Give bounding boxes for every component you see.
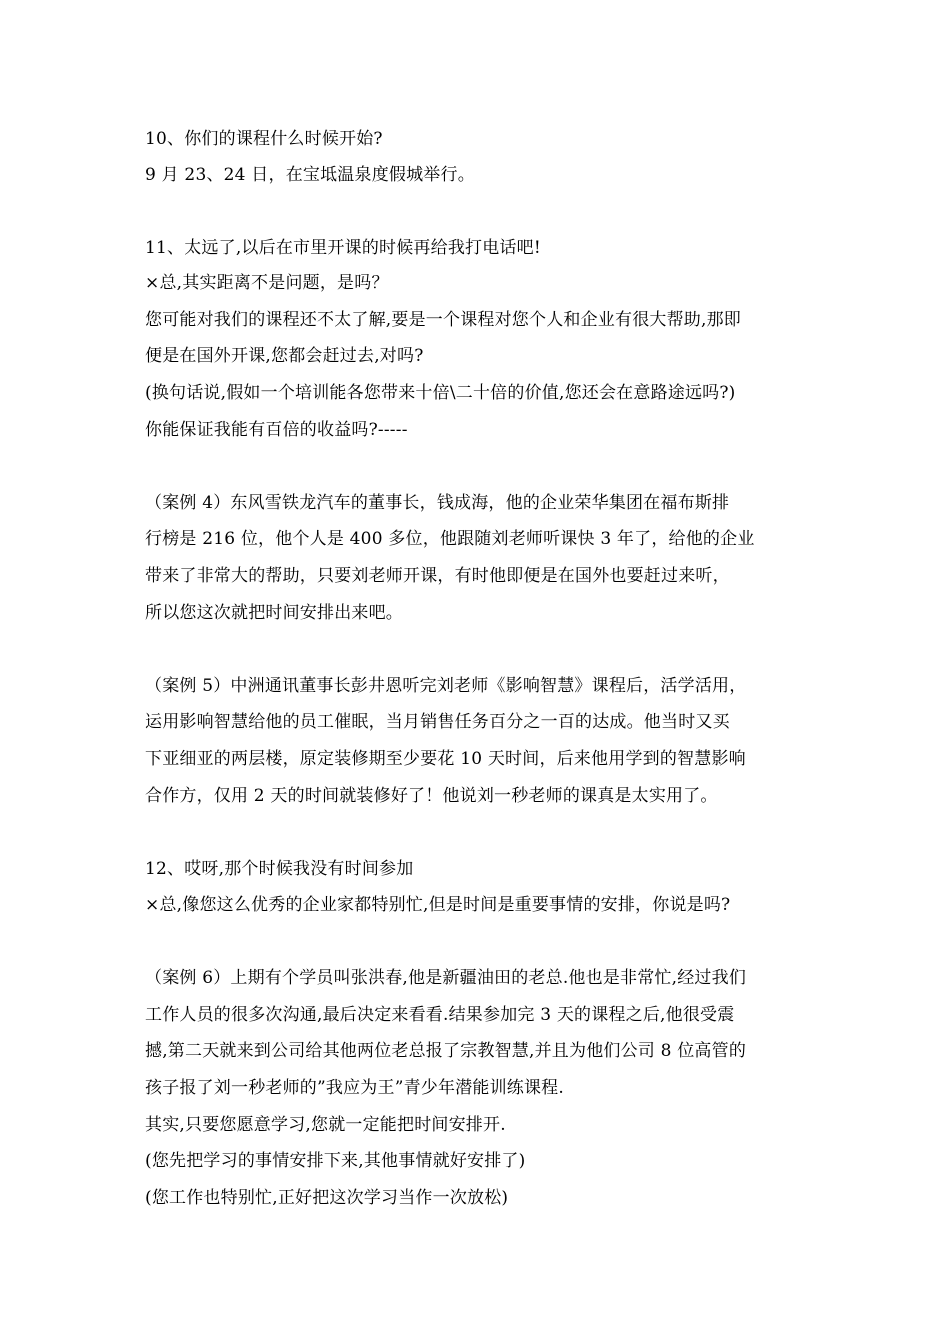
closing-line-2: (您先把学习的事情安排下来,其他事情就好安排了): [145, 1151, 526, 1171]
answer-11-line-3: 便是在国外开课,您都会赶过去,对吗?: [145, 346, 424, 366]
case-5-line-3: 下亚细亚的两层楼，原定装修期至少要花 10 天时间，后来他用学到的智慧影响: [145, 749, 746, 769]
case-4-line-3: 带来了非常大的帮助，只要刘老师开课，有时他即便是在国外也要赶过来听，: [145, 566, 730, 586]
case-4-line-4: 所以您这次就把时间安排出来吧。: [145, 603, 403, 623]
question-12: 12、哎呀,那个时候我没有时间参加: [145, 859, 414, 879]
case-6-line-4: 孩子报了刘一秒老师的”我应为王”青少年潜能训练课程.: [145, 1078, 564, 1098]
answer-11-line-5: 你能保证我能有百倍的收益吗?-----: [145, 420, 408, 440]
question-10: 10、你们的课程什么时候开始?: [145, 129, 383, 149]
closing-line-1: 其实,只要您愿意学习,您就一定能把时间安排开.: [145, 1115, 506, 1135]
case-6-line-3: 撼,第二天就来到公司给其他两位老总报了宗教智慧,并且为他们公司 8 位高管的: [145, 1041, 747, 1061]
answer-11-line-4: (换句话说,假如一个培训能各您带来十倍\二十倍的价值,您还会在意路途远吗?): [145, 383, 736, 403]
case-5-line-2: 运用影响智慧给他的员工催眠，当月销售任务百分之一百的达成。他当时又买: [145, 712, 730, 732]
answer-10: 9 月 23、24 日，在宝坻温泉度假城举行。: [145, 165, 475, 185]
question-11: 11、太远了,以后在市里开课的时候再给我打电话吧!: [145, 238, 541, 258]
case-5-line-1: （案例 5）中洲通讯董事长彭井恩听完刘老师《影响智慧》课程后，活学活用，: [145, 676, 747, 696]
case-6-line-2: 工作人员的很多次沟通,最后决定来看看.结果参加完 3 天的课程之后,他很受震: [145, 1005, 735, 1025]
answer-12: ×总,像您这么优秀的企业家都特别忙,但是时间是重要事情的安排，你说是吗?: [145, 895, 731, 915]
case-4-line-2: 行榜是 216 位，他个人是 400 多位，他跟随刘老师听课快 3 年了，给他的企业: [145, 529, 755, 549]
answer-11-line-1: ×总,其实距离不是问题，是吗？: [145, 273, 389, 293]
case-6-line-1: （案例 6）上期有个学员叫张洪春,他是新疆油田的老总.他也是非常忙,经过我们: [145, 968, 747, 988]
answer-11-line-2: 您可能对我们的课程还不太了解,要是一个课程对您个人和企业有很大帮助,那即: [145, 310, 742, 330]
closing-line-3: (您工作也特别忙,正好把这次学习当作一次放松): [145, 1188, 509, 1208]
case-4-line-1: （案例 4）东风雪铁龙汽车的董事长，钱成海，他的企业荣华集团在福布斯排: [145, 493, 730, 513]
case-5-line-4: 合作方，仅用 2 天的时间就装修好了！他说刘一秒老师的课真是太实用了。: [145, 786, 718, 806]
